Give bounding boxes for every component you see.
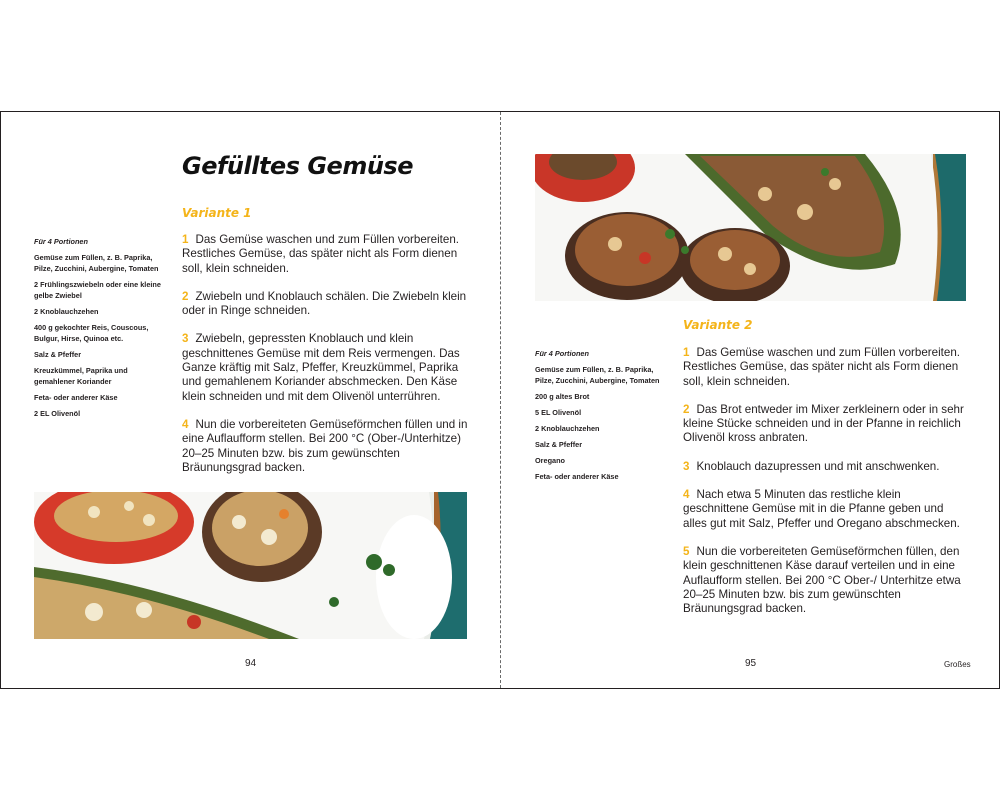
ingredient-item: 2 Knoblauchzehen [34, 307, 99, 316]
recipe-step [683, 460, 969, 474]
ingredient-item: Kreuzkümmel, Paprika und gemahlener Koriander [34, 366, 128, 386]
recipe-step [683, 545, 969, 616]
step-text: Nun die vorbereiteten Gemüseförmchen füllen und in eine Auflaufform stellen. Bei 200 °C (Ober-/Unterhitze) 20–25 Minuten bzw. bis zum gewünschten Bräunungsgrad backen. [182, 417, 468, 474]
stuffed-zucchini-photo-icon [535, 154, 966, 301]
food-photo-right [535, 154, 966, 301]
recipe-step [683, 488, 969, 531]
step-number: 2 [683, 402, 690, 416]
step-number: 1 [683, 346, 690, 359]
ingredient-item: 200 g altes Brot [535, 392, 590, 401]
ingredients-heading: Für 4 Portionen [34, 237, 88, 246]
ingredients-list-right [535, 348, 667, 487]
step-text: Zwiebeln, gepressten Knoblauch und klein geschnittenes Gemüse mit dem Reis vermengen. Das Ganze kräftig mit Salz, Pfeffer, Kreuzkümmel, Paprika und gemahlenem Koriander abschmecken. Den Käse klein schneiden und mit dem Olivenöl unterrühren. [182, 332, 460, 403]
ingredient-item: 5 EL Olivenöl [535, 408, 582, 417]
step-number: 1 [182, 233, 189, 246]
recipe-step [182, 418, 470, 475]
recipe-step [683, 346, 969, 389]
step-number: 3 [182, 332, 189, 346]
variant-heading-1: Variante 1 [182, 206, 252, 220]
running-footer: Großes [944, 660, 971, 669]
step-number: 5 [683, 544, 690, 558]
step-text: Zwiebeln und Knoblauch schälen. Die Zwiebeln klein oder in Ringe schneiden. [182, 289, 467, 318]
step-number: 2 [182, 289, 189, 303]
variant-heading-2: Variante 2 [683, 318, 753, 332]
step-text: Das Gemüse waschen und zum Füllen vorbereiten. Restliches Gemüse, das später nicht als Form dienen soll, klein schneiden. [182, 233, 460, 275]
step-text: Das Brot entweder im Mixer zerkleinern oder in sehr kleine Stücke schneiden und in der Pfanne in reichlich Olivenöl kross anbraten. [683, 402, 964, 445]
step-text: Das Gemüse waschen und zum Füllen vorbereiten. Restliches Gemüse, das später nicht als Form dienen soll, klein schneiden. [683, 346, 961, 388]
ingredient-item: Feta- oder anderer Käse [535, 472, 619, 481]
ingredients-list-left [34, 236, 166, 424]
step-text: Knoblauch dazupressen und mit anschwenken. [696, 459, 940, 473]
step-number: 3 [683, 459, 690, 473]
recipe-step [683, 403, 969, 446]
ingredient-item: Salz & Pfeffer [535, 440, 583, 449]
step-text: Nun die vorbereiteten Gemüseförmchen füllen, den klein geschnittenen Käse darauf verteilen und in eine Auflaufform stellen. Bei 200 °C Ober-/ Unterhitze etwa 20–25 Minuten bzw. bis zum gewünschten Bräunungsgrad backen. [683, 544, 961, 616]
recipe-step [182, 332, 470, 403]
page-fold [500, 112, 501, 688]
food-photo-left [34, 492, 467, 639]
ingredient-item: 400 g gekochter Reis, Couscous, Bulgur, Hirse, Quinoa etc. [34, 323, 149, 343]
page-number-right: 95 [745, 658, 757, 669]
recipe-step [182, 233, 470, 276]
ingredients-heading: Für 4 Portionen [535, 349, 589, 358]
step-number: 4 [182, 417, 189, 431]
ingredient-item: 2 EL Olivenöl [34, 409, 81, 418]
steps-left [182, 233, 470, 489]
step-text: Nach etwa 5 Minuten das restliche klein geschnittene Gemüse mit in die Pfanne geben und alles gut mit Salz, Pfeffer und Oregano abschmecken. [683, 488, 960, 530]
ingredient-item: 2 Knoblauchzehen [535, 424, 600, 433]
recipe-step [182, 290, 470, 319]
page-number-left: 94 [245, 658, 257, 669]
ingredient-item: Feta- oder anderer Käse [34, 393, 118, 402]
ingredient-item: Gemüse zum Füllen, z. B. Paprika, Pilze, Zucchini, Aubergine, Tomaten [535, 365, 660, 385]
step-number: 4 [683, 488, 690, 502]
ingredient-item: 2 Frühlingszwiebeln oder eine kleine gelbe Zwiebel [34, 280, 161, 300]
ingredient-item: Gemüse zum Füllen, z. B. Paprika, Pilze, Zucchini, Aubergine, Tomaten [34, 253, 159, 273]
steps-right [683, 346, 969, 630]
book-spread [0, 111, 1000, 689]
page-title: Gefülltes Gemüse [182, 152, 413, 180]
ingredient-item: Oregano [535, 456, 566, 465]
stuffed-vegetables-photo-icon [34, 492, 467, 639]
ingredient-item: Salz & Pfeffer [34, 350, 82, 359]
